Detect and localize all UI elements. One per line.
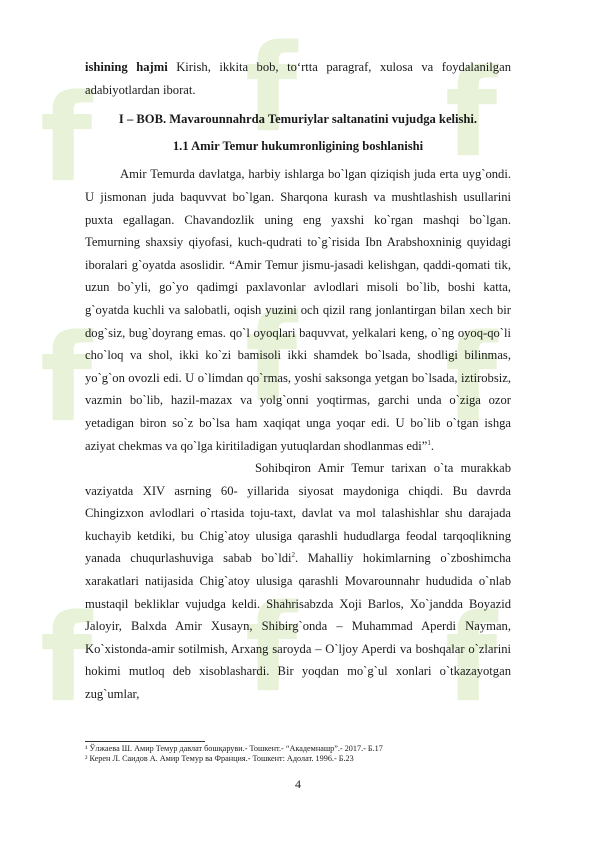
watermark-glyph: f xyxy=(445,590,498,729)
footnote-divider xyxy=(85,741,205,742)
watermark-glyph: f xyxy=(40,310,93,449)
footnote-2: ² Керен Л. Саидов А. Амир Темур ва Франция.- Тошкент: Адолат. 1996.- Б.23 xyxy=(85,754,354,763)
page-body xyxy=(85,45,511,706)
watermark-glyph: f xyxy=(445,310,498,449)
watermark-glyph: f xyxy=(445,45,498,184)
watermark-glyph: f xyxy=(245,580,298,719)
watermark-glyph: f xyxy=(40,70,93,209)
watermark-glyph: f xyxy=(245,20,298,159)
paragraph-2 xyxy=(85,457,511,706)
page-number: 4 xyxy=(295,777,301,791)
footnote-mark-1[interactable]: 1 xyxy=(427,438,431,447)
paragraph-2-cont: . Mahalliy hokimlarning o`zboshimcha xarakatlari natijasida Chig`atoy ulusiga qarashli Movarounnahr hududida o`nlab mustaqil bekliklar vujudga keldi. Shahrisabzda Xoji Barlos, Xo`jandda Boyazid Jaloyir, Balxda Amir Xusayn, Shibirg`onda – Muhammad Aperdi Nayman, Ko`xistonda-amir sotilmish, Arxang saroyda – O`ljoy Aperdi va boshqalar o`zlarini hokimi mutloq deb xisoblashardi. Bir yoqdan mo`g`ul xonlari o`tkazayotgan zug`umlar, xyxy=(85,551,511,702)
intro-paragraph xyxy=(85,56,511,101)
intro-bold: ishining hajmi xyxy=(85,60,168,74)
intro-text: Kirish, ikkita bob, to‘rtta paragraf, xulosa va foydalanilgan adabiyotlardan iborat. xyxy=(85,60,511,97)
footnote-mark-2[interactable]: 2 xyxy=(291,551,296,560)
footnote-1: ¹ Ўлжаева Ш. Амир Темур давлат бошқаруви.- Тошкент.- “Академнашр”.- 2017.- Б.17 xyxy=(85,744,383,753)
paragraph-1-text: Amir Temurda davlatga, harbiy ishlarga bo`lgan qiziqish juda erta uyg`ondi. U jismonan juda baquvvat bo`lgan. Sharqona kurash va mushtlashish usullarini puxta egallagan. Chavandozlik uning eng yaxshi ko`rgan mashqi bo`lgan. Temurning shaxsiy qiyofasi, kuch-qudrati to`g`risida Ibn Arabshoxninig quyidagi iboralari g`oyatda asoslidir. “Amir Temur jismu-jasadi kelishgan, qaddi-qomati tik, uzun bo`yli, go`yo qadimgi paxlavonlar avlodlari misoli bo`lib, boshi katta, g`oyatda kuchli va salobatli, oqish yuzini och qizil rang jonlantirgan bilan xech bir dog`siz, bug`doyrang emas. qo`l oyoqlari baquvvat, yelkalari keng, o`ng oyoq-qo`li cho`loq va shol, ikki ko`zi bamisoli ikki shamdek bo`lsada, shodligi bilinmas, yo`g`on ovozli edi. U o`limdan qo`rmas, yoshi saksonga yetgan bo`lsada, iztirobsiz, vazmin bo`lib, hazil-mazax va yolg`onni yoqtirmas, garchi unda o`ziga ozor yetadigan biron so`z bo`lsa ham xaqiqat unga yoqar edi. U bo`lib o`tgan ishga aziyat chekmas va qo`lga kiritiladigan yutuqlardan shodlanmas edi” xyxy=(85,167,511,453)
paragraph-1: Amir Temurda davlatga, harbiy ishlarga bo`lgan qiziqish juda erta uyg`ondi. U jismonan juda baquvvat bo`lgan. Sharqona kurash va mushtlashish usullarini puxta egallagan. Chavandozlik uning eng yaxshi ko`rgan mashqi bo`lgan. Temurning shaxsiy qiyofasi, kuch-qudrati to`g`risida Ibn Arabshoxninig quyidagi iboralari g`oyatda asoslidir. “Amir Temur jismu-jasadi kelishgan, qaddi-qomati tik, uzun bo`yli, go`yo qadimgi paxlavonlar avlodlari misoli bo`lib, boshi katta, g`oyatda kuchli va salobatli, oqish yuzini och qizil rang jonlantirgan bilan xech bir dog`siz, bug`doyrang emas. qo`l oyoqlari baquvvat, yelkalari keng, o`ng oyoq-qo`li cho`loq va shol, ikki ko`zi bamisoli ikki shamdek bo`lsada, shodligi bilinmas, yo`g`on ovozli edi. U o`limdan qo`rmas, yoshi saksonga yetgan bo`lsada, iztirobsiz, vazmin bo`lib, hazil-mazax va yolg`onni yoqtirmas, garchi unda o`ziga ozor yetadigan biron so`z bo`lsa ham xaqiqat unga yoqar edi. U bo`lib o`tgan ishga aziyat chekmas va qo`lga kiritiladigan yutuqlardan shodlanmas edi”$^1$. xyxy=(85,167,511,453)
section-title: 1.1 Amir Temur hukumronligining boshlanishi xyxy=(172,138,424,153)
watermark-glyph: f xyxy=(245,290,298,429)
watermark-glyph: f xyxy=(40,590,93,729)
footnotes xyxy=(85,741,511,764)
chapter-title: I – BOB. Mavarounnahrda Temuriylar saltanatini vujudga kelishi. xyxy=(118,112,478,127)
paragraph-2-text: Sohibqiron Amir Temur tarixan o`ta murakkab vaziyatda XIV asrning 60- yillarida siyosat maydoniga chiqdi. Bu davrda Chingizxon avlodlari o`rtasida toju-taxt, davlat va mol talashishlar shu darajada kuchayib ketdiki, bu Chig`atoy ulusiga qarashli hududlarga feodal tarqoqlikning yanada chuqurlashuviga sabab bo`ldi xyxy=(85,461,511,566)
